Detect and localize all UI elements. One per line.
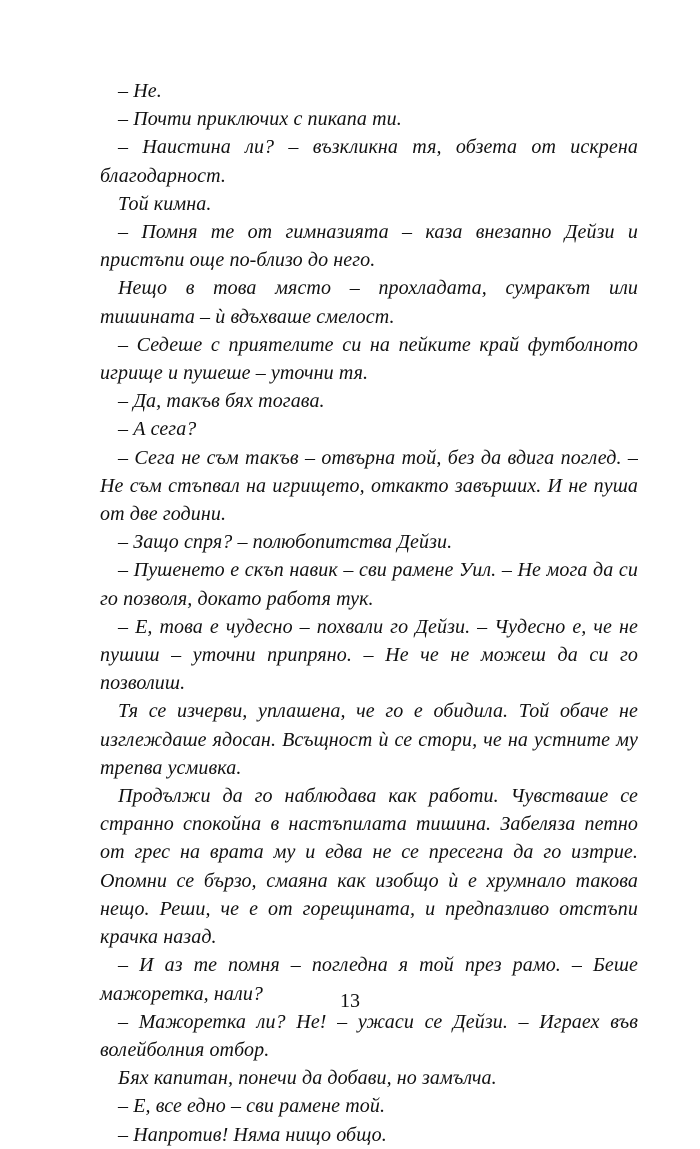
paragraph: – Седеше с приятелите си на пейките край футболното игрище и пушеше – уточни тя. — [100, 333, 638, 385]
page-number: 13 — [340, 990, 360, 1012]
paragraph: – Е, все едно – сви рамене той. — [118, 1095, 386, 1118]
paragraph: – И аз те помня – погледна я той през рамо. – Беше мажоретка, нали? — [100, 954, 638, 1005]
paragraph: – Пушенето е скъп навик – сви рамене Уил. – Не мога да си го позволя, докато работя тук. — [100, 559, 638, 610]
paragraph: – Почти приключих с пикапа ти. — [118, 108, 402, 131]
paragraph: – Напротив! Няма нищо общо. — [118, 1123, 387, 1146]
paragraph: – Помня те от гимназията – каза внезапно Дейзи и пристъпи още по-близо до него. — [100, 221, 638, 272]
paragraph: – Е, това е чудесно – похвали го Дейзи. – Чудесно е, че не пушиш – уточни припряно. – Не че не можеш да си го позволиш. — [100, 615, 638, 695]
paragraph: – Сега не съм такъв – отвърна той, без да вдига поглед. – Не съм стъпвал на игрището, откакто завърших. И не пуша от две години. — [100, 446, 638, 526]
paragraph: Тя се изчерви, уплашена, че го е обидила. Той обаче не изглеждаше ядосан. Всъщност ѝ се стори, че на устните му трепва усмивка. — [100, 700, 638, 779]
paragraph: – Мажоретка ли? Не! – ужаси се Дейзи. – Играех във волейболния отбор. — [100, 1010, 638, 1061]
paragraph: Той кимна. — [118, 192, 212, 215]
paragraph: – А сега? — [118, 418, 197, 441]
paragraph: – Да, такъв бях тогава. — [118, 390, 325, 413]
paragraph: – Не. — [118, 80, 162, 102]
paragraph: Бях капитан, понечи да добави, но замълча. — [118, 1067, 497, 1090]
paragraph: – Защо спря? – полюбопитства Дейзи. — [118, 531, 453, 554]
paragraph: – Наистина ли? – възкликна тя, обзета от искрена благодарност. — [100, 136, 638, 187]
body-text — [100, 77, 638, 1149]
paragraph: Нещо в това място – прохладата, сумракът или тишината – ѝ вдъхваше смелост. — [100, 277, 638, 328]
paragraph: Продължи да го наблюдава как работи. Чувстваше се странно спокойна в настъпилата тишина. Забеляза петно от грес на врата му и едва не се пресегна да го изтрие. Опомни се бързо, смаяна как изобщо ѝ е хрумнало такова нещо. Реши, че е от горещината, и предпазливо отстъпи крачка назад. — [100, 785, 638, 949]
